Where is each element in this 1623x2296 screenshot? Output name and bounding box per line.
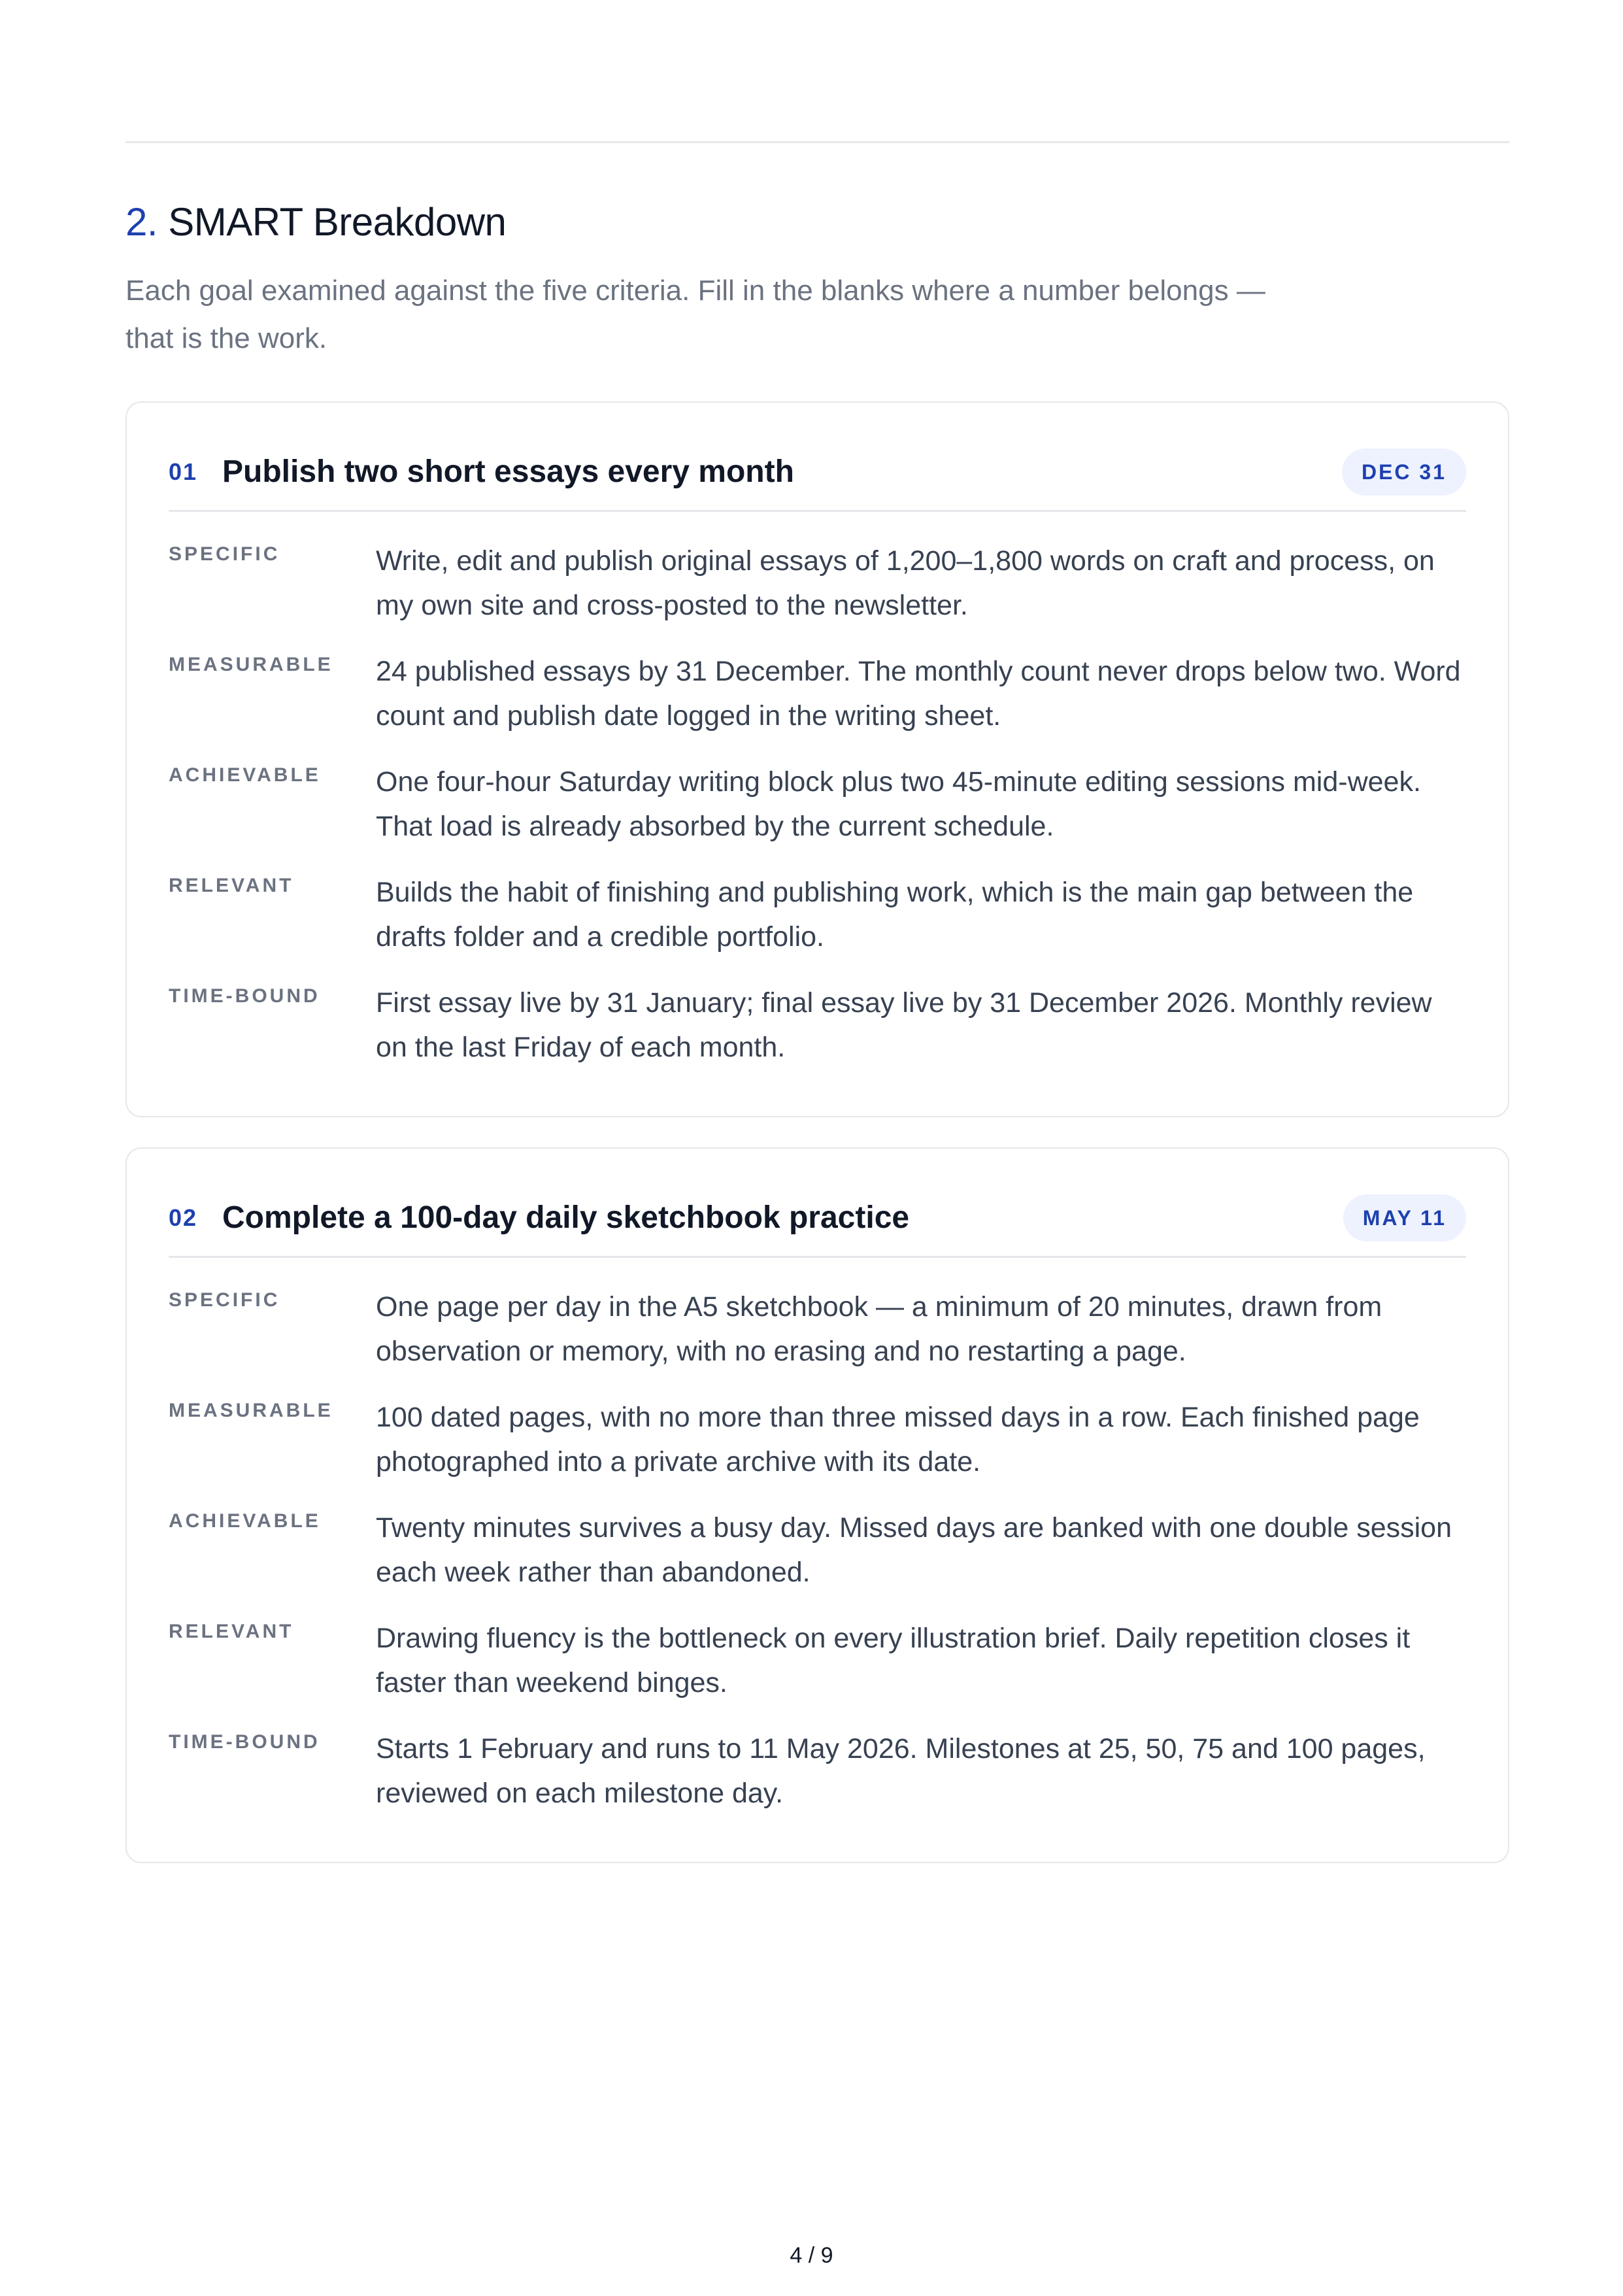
goal-header <box>169 439 1466 502</box>
criterion-row-relevant <box>169 1616 1466 1727</box>
criteria-list <box>169 539 1466 1091</box>
section-number: 2. <box>125 200 158 244</box>
section-intro: Each goal examined against the five criteria. Fill in the blanks where a number belongs — that is the work. <box>125 275 1265 354</box>
criterion-row-specific <box>169 539 1466 649</box>
criteria-list <box>169 1285 1466 1837</box>
due-date-badge: MAY 11 <box>1343 1194 1466 1241</box>
criterion-text: Twenty minutes survives a busy day. Missed days are banked with one double session each week rather than abandoned. <box>376 1512 1452 1588</box>
page-number: 4 / 9 <box>790 2243 833 2268</box>
goal-header <box>169 1185 1466 1248</box>
criterion-row-time-bound <box>169 981 1466 1091</box>
criterion-text: One four-hour Saturday writing block plus two 45-minute editing sessions mid-week. That load is already absorbed by the current schedule. <box>376 766 1421 842</box>
criterion-text: Drawing fluency is the bottleneck on every illustration brief. Daily repetition closes it faster than weekend binges. <box>376 1623 1411 1698</box>
criterion-label: TIME-BOUND <box>169 985 320 1007</box>
section-title: SMART Breakdown <box>168 200 507 244</box>
criterion-text: 100 dated pages, with no more than three missed days in a row. Each finished page photographed into a private archive with its date. <box>376 1402 1420 1477</box>
due-date-badge: DEC 31 <box>1342 448 1466 496</box>
criterion-text: Starts 1 February and runs to 11 May 2026. Milestones at 25, 50, 75 and 100 pages, reviewed on each milestone day. <box>376 1733 1426 1809</box>
card-divider <box>169 510 1466 512</box>
card-divider <box>169 1256 1466 1258</box>
criterion-text: One page per day in the A5 sketchbook — a minimum of 20 minutes, drawn from observation or memory, with no erasing and no restarting a page. <box>376 1291 1382 1367</box>
goal-number: 02 <box>169 1204 198 1231</box>
criterion-label: MEASURABLE <box>169 654 333 675</box>
criterion-row-specific <box>169 1285 1466 1395</box>
criterion-label: TIME-BOUND <box>169 1731 320 1753</box>
goal-card <box>125 401 1509 1117</box>
criterion-label: ACHIEVABLE <box>169 1510 321 1532</box>
goal-title: Complete a 100-day daily sketchbook practice <box>222 1200 910 1235</box>
goal-title: Publish two short essays every month <box>222 454 794 489</box>
criterion-row-achievable <box>169 760 1466 870</box>
section-heading <box>125 196 506 248</box>
criterion-row-achievable <box>169 1506 1466 1616</box>
criterion-label: ACHIEVABLE <box>169 764 321 786</box>
criterion-label: SPECIFIC <box>169 1289 280 1311</box>
top-divider <box>125 141 1509 143</box>
goal-card <box>125 1147 1509 1863</box>
criterion-label: RELEVANT <box>169 1621 294 1642</box>
goal-number: 01 <box>169 458 198 485</box>
criterion-row-relevant <box>169 870 1466 981</box>
criterion-label: RELEVANT <box>169 875 294 896</box>
criterion-text: First essay live by 31 January; final essay live by 31 December 2026. Monthly review on the last Friday of each month. <box>376 987 1432 1063</box>
criterion-row-measurable <box>169 649 1466 760</box>
criterion-row-time-bound <box>169 1727 1466 1837</box>
criterion-label: SPECIFIC <box>169 543 280 565</box>
criterion-row-measurable <box>169 1395 1466 1506</box>
criterion-text: 24 published essays by 31 December. The monthly count never drops below two. Word count and publish date logged in the writing sheet. <box>376 656 1461 732</box>
criterion-text: Write, edit and publish original essays of 1,200–1,800 words on craft and process, on my own site and cross-posted to the newsletter. <box>376 545 1435 621</box>
criterion-label: MEASURABLE <box>169 1400 333 1421</box>
criterion-text: Builds the habit of finishing and publishing work, which is the main gap between the drafts folder and a credible portfolio. <box>376 877 1414 953</box>
